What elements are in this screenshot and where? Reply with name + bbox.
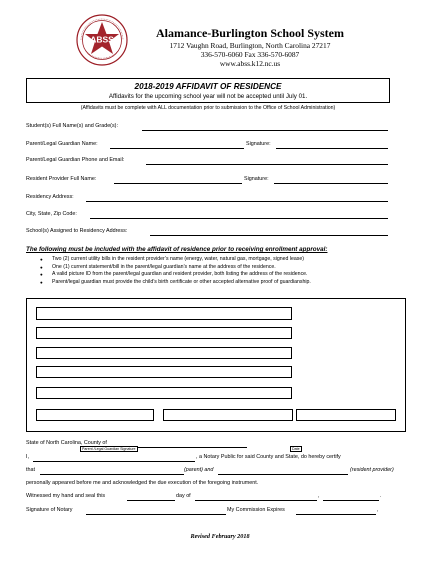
form-subtitle: Affidavits for the upcoming school year will not be accepted until July 01. [108,93,308,100]
requirements-heading: The following must be included with the affidavit of residence prior to receiving enrollment approval: [26,246,328,253]
city-state-zip-label: City, State, Zip Code: [26,211,77,217]
parent-and-label: (parent) and [184,467,214,473]
revised-date: Revised February 2018 [190,533,250,540]
requirement-item: ● Two (2) current utility bills in the resident provider’s name (energy, water, natural gas, mortgage, signed lease) [40,256,311,264]
text-field[interactable] [36,347,292,359]
witness-day-field[interactable] [127,500,175,501]
day-of-label: day of [176,493,191,499]
commission-expires-label: My Commission Expires [227,507,285,513]
district-phone: 336-570-6060 Fax 336-570-6087 [200,50,300,59]
guardian-name-field[interactable] [110,148,244,149]
provider-name-label: Resident Provider Full Name: [26,176,97,182]
logo-text: ABSS [90,34,114,45]
city-state-zip-field[interactable] [90,218,388,219]
requirements-list [40,256,311,286]
witness-month-field[interactable] [195,500,317,501]
guardian-signature-tag: Parent /Legal Guardian Signature [82,447,136,451]
requirement-item: ● A valid picture ID from the parent/legal guardian and resident provider, both listing the address of the residence. [40,271,311,279]
form-title: 2018-2019 AFFIDAVIT OF RESIDENCE [134,82,282,91]
form-notice: (Affidavits must be complete with ALL documentation prior to submission to the Office of School Administration) [80,105,336,111]
comma-separator: , [377,507,379,513]
students-label: Student(s) Full Name(s) and Grade(s): [26,123,118,129]
guardian-phone-label: Parent/Legal Guardian Phone and Email: [26,157,125,163]
guardian-signature-field[interactable] [276,148,388,149]
that-label: that [26,467,35,473]
schools-assigned-label: School(s) Assigned to Residency Address: [26,228,128,234]
provider-name-field[interactable] [114,183,242,184]
witness-year-field[interactable] [323,500,379,501]
requirement-item: ● One (1) current statement/bill in the parent/legal guardian’s name at the address of the residence. [40,264,311,272]
provider-signature-label: Signature: [244,176,269,182]
text-field[interactable] [36,327,292,339]
district-address: 1712 Vaughn Road, Burlington, North Carolina 27217 [169,41,331,50]
appeared-text: personally appeared before me and acknowledged the due execution of the foregoing instrument. [26,480,259,486]
district-logo [76,14,128,66]
notary-certify-text: , a Notary Public for said County and State, do hereby certify [196,454,341,460]
notary-name-field[interactable] [33,461,195,462]
text-field[interactable] [36,366,292,378]
district-name: Alamance-Burlington School System [155,26,344,40]
notary-i-label: I, [26,454,29,460]
guardian-signature-label: Signature: [246,141,271,147]
residency-address-label: Residency Address: [26,194,74,200]
text-field[interactable] [296,409,396,421]
guardian-name-label: Parent/Legal Guardian Name: [26,141,98,147]
text-field[interactable] [163,409,293,421]
provider-signature-field[interactable] [274,183,388,184]
requirement-item: ● Parent/legal guardian must provide the child’s birth certificate or other accepted alternative proof of guardianship. [40,279,311,287]
notary-signature-field[interactable] [86,514,226,515]
provider-name-notary-field[interactable] [218,474,348,475]
witnessed-label: Witnessed my hand and seal this [26,493,106,499]
notary-signature-label: Signature of Notary [26,507,73,513]
text-field[interactable] [36,409,154,421]
parent-name-field[interactable] [40,474,184,475]
text-field[interactable] [36,307,292,320]
resident-provider-label: (resident provider) [350,467,394,473]
comma-separator: , [318,493,320,499]
period-separator: . [380,493,382,499]
text-field[interactable] [36,387,292,399]
date-tag: Date [292,447,300,451]
district-website: www.abss.k12.nc.us [219,59,281,68]
document-attachment-area [26,298,406,432]
guardian-phone-field[interactable] [146,164,388,165]
form-title-box [26,78,390,103]
county-field[interactable] [127,447,247,448]
commission-expires-field[interactable] [296,514,376,515]
state-county-label: State of North Carolina, County of [26,440,107,446]
schools-assigned-field[interactable] [150,235,388,236]
residency-address-field[interactable] [86,201,388,202]
students-field[interactable] [142,130,388,131]
